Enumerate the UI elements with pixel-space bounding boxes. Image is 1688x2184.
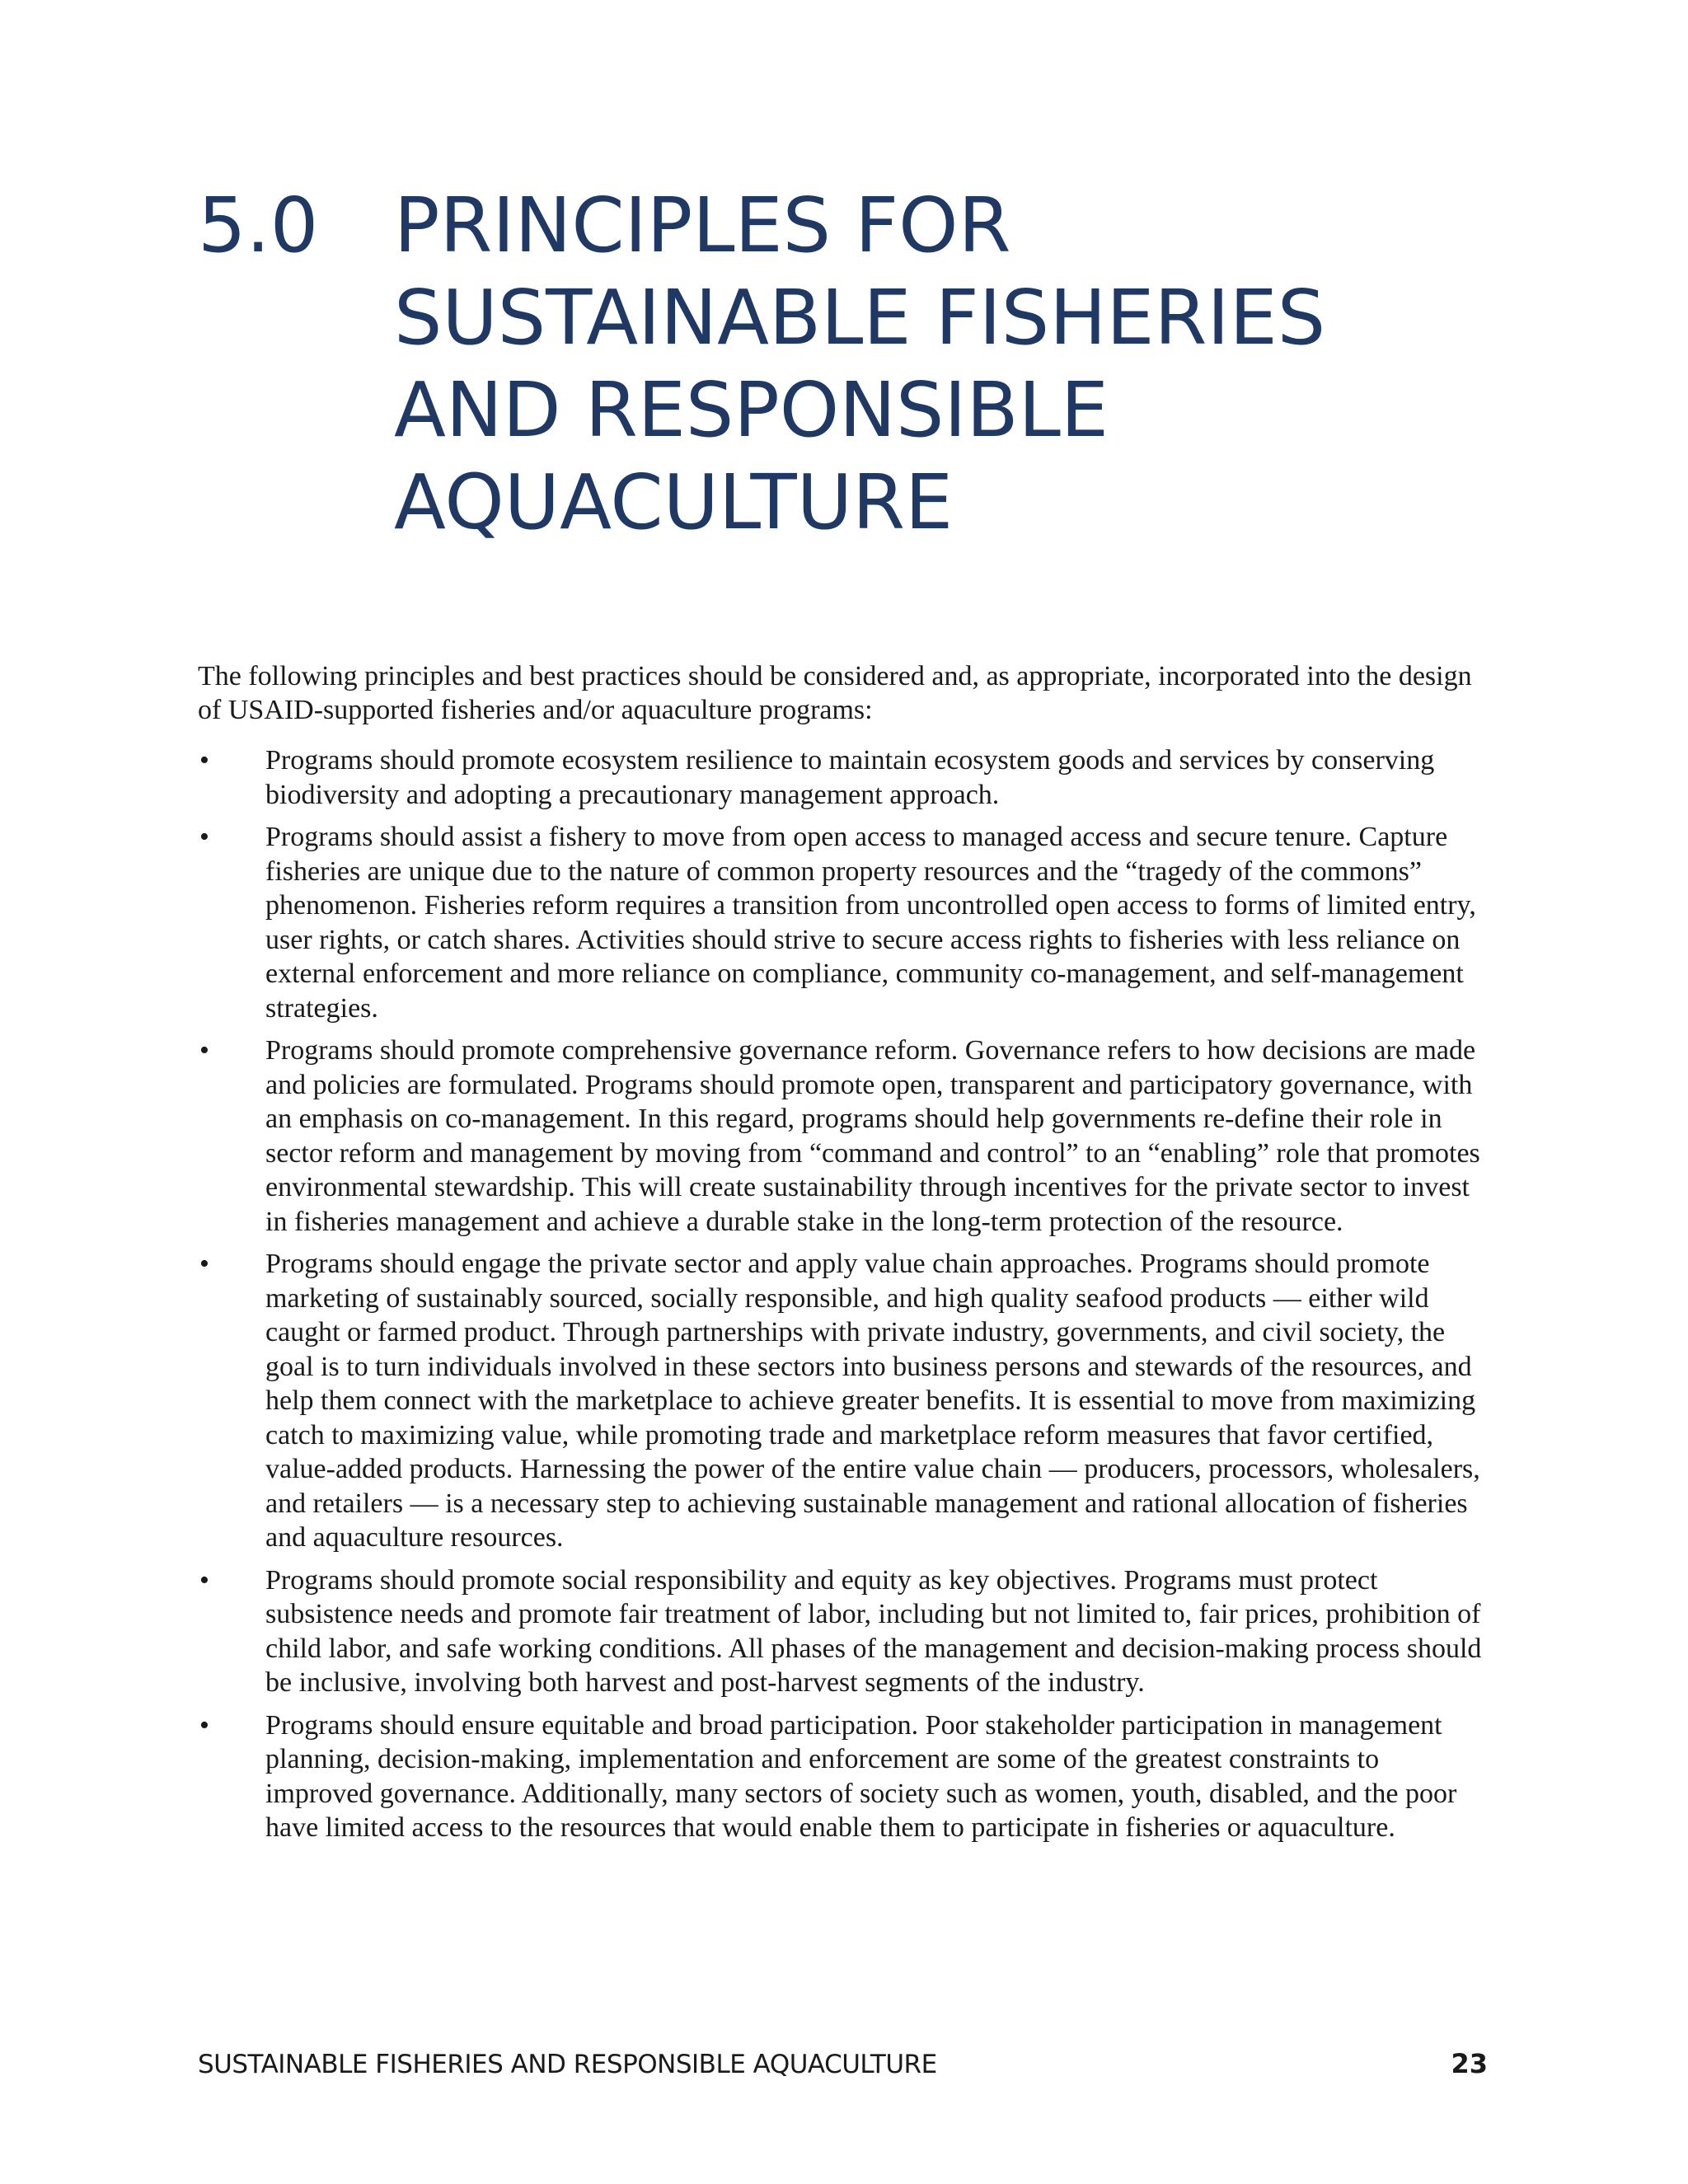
page-footer (198, 2048, 1488, 2079)
bullet-icon: • (199, 745, 209, 776)
intro-paragraph: The following principles and best practices should be considered and, as appropriate, incorporated into the design of USAID-supported fisheries and/or aquaculture programs: (198, 661, 1472, 725)
section-heading (198, 180, 1517, 549)
bullet-icon: • (199, 1035, 209, 1066)
list-item-text: Programs should promote ecosystem resilience to maintain ecosystem goods and services by conserving biodiversity and adopting a precautionary management approach. (265, 745, 1435, 810)
list-item-text: Programs should ensure equitable and broad participation. Poor stakeholder participation in management planning, decision-making, implementation and enforcement are some of the greatest constraints to improved governance. Additionally, many sectors of society such as women, youth, disabled, and the poor have limited access to the resources that would enable them to participate in fisheries or aquaculture. (265, 1709, 1457, 1843)
bullet-icon: • (199, 1249, 209, 1279)
principles-list (198, 743, 1488, 1854)
list-item-text: Programs should assist a fishery to move from open access to managed access and secure tenure. Capture fisheries are unique due to the nature of common property resources and the “tragedy of the commons” phenomenon. Fisheries reform requires a transition from uncontrolled open access to forms of limited entry, user rights, or catch shares. Activities should strive to secure access rights to fisheries with less reliance on external enforcement and more reliance on compliance, community co-management, and self-management strategies. (265, 822, 1476, 1024)
list-item-text: Programs should promote social responsibility and equity as key objectives. Programs must protect subsistence needs and promote fair treatment of labor, including but not limited to, fair prices, prohibition of child labor, and safe working conditions. All phases of the management and decision-making process should be inclusive, involving both harvest and post-harvest segments of the industry. (265, 1564, 1482, 1698)
list-item-text: Programs should engage the private sector and apply value chain approaches. Programs should promote marketing of sustainably sourced, socially responsible, and high quality seafood products — either wild caught or farmed product. Through partnerships with private industry, governments, and civil society, the goal is to turn individuals involved in these sectors into business persons and stewards of the resources, and help them connect with the marketplace to achieve greater benefits. It is essential to move from maximizing catch to maximizing value, while promoting trade and marketplace reform measures that favor certified, value-added products. Harnessing the power of the entire value chain — producers, processors, wholesalers, and retailers — is a necessary step to achieving sustainable management and rational allocation of fisheries and aquaculture resources. (265, 1249, 1480, 1553)
list-item (198, 1563, 1488, 1700)
list-item (198, 1708, 1488, 1845)
list-item (198, 743, 1488, 812)
section-number: 5.0 (198, 181, 319, 269)
list-item (198, 820, 1488, 1025)
running-title: SUSTAINABLE FISHERIES AND RESPONSIBLE AQUACULTURE (198, 2050, 937, 2079)
bullet-icon: • (199, 1709, 209, 1741)
section-title: PRINCIPLES FOR SUSTAINABLE FISHERIES AND RESPONSIBLE AQUACULTURE (394, 181, 1326, 546)
bullet-icon: • (199, 1564, 209, 1596)
list-item-text: Programs should promote comprehensive governance reform. Governance refers to how decisions are made and policies are formulated. Programs should promote open, transparent and participatory governance, with an emphasis on co-management. In this regard, programs should help governments re-define their role in sector reform and management by moving from “command and control” to an “enabling” role that promotes environmental stewardship. This will create sustainability through incentives for the private sector to invest in fisheries management and achieve a durable stake in the long-term protection of the resource. (265, 1035, 1480, 1237)
bullet-icon: • (199, 822, 209, 852)
page-number: 23 (1451, 2048, 1488, 2079)
list-item (198, 1033, 1488, 1239)
list-item (198, 1247, 1488, 1555)
